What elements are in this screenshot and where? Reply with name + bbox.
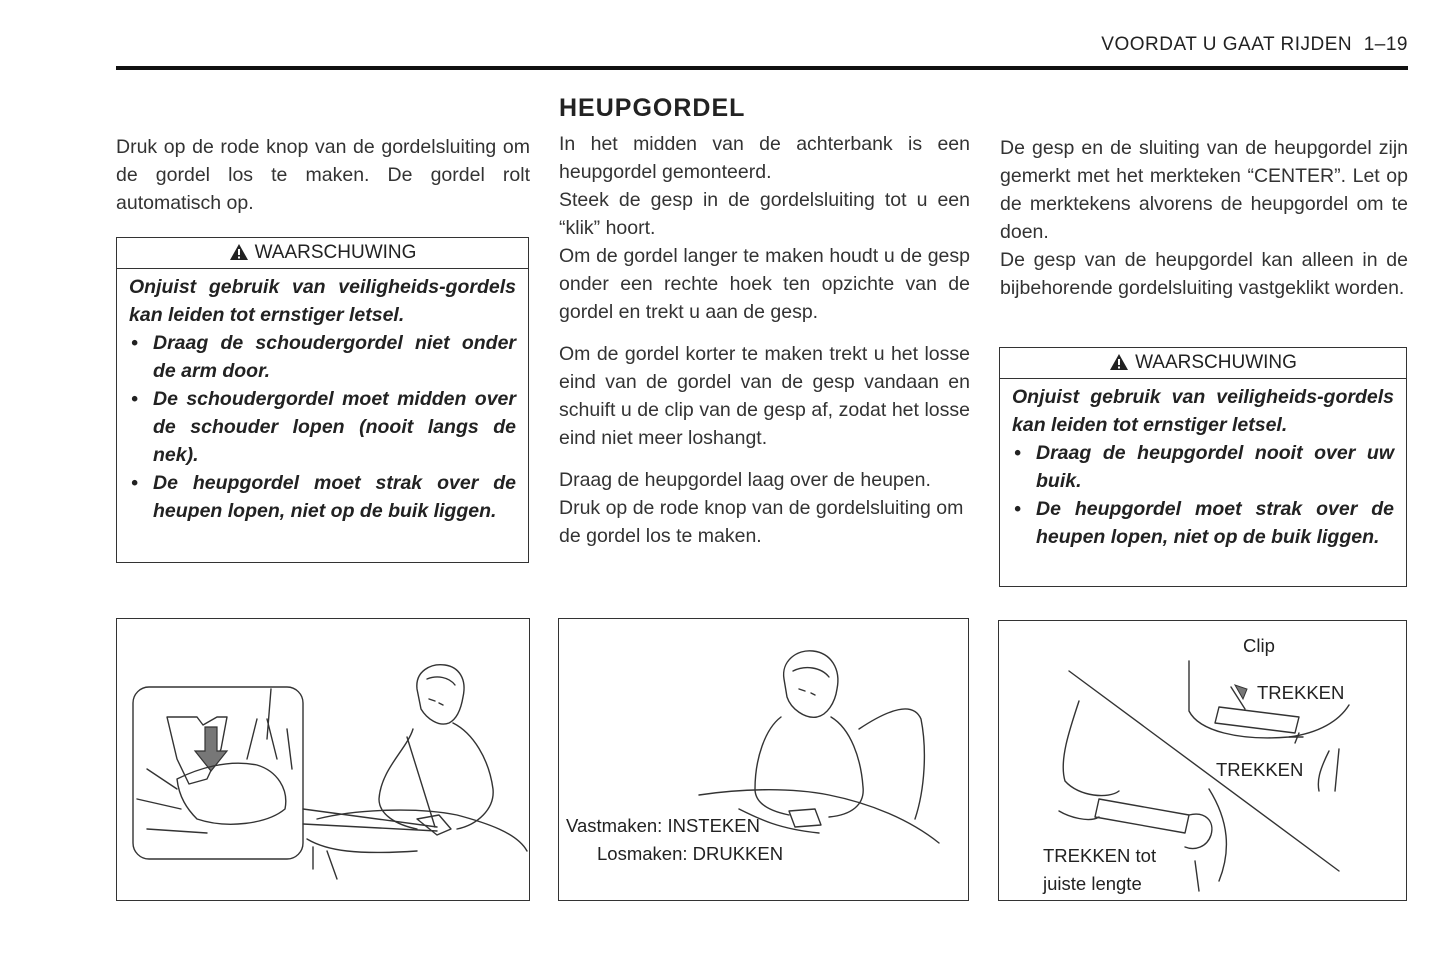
warning-title: WAARSCHUWING xyxy=(1135,352,1297,373)
warning-triangle-icon xyxy=(229,243,249,261)
running-header xyxy=(1020,34,1408,56)
warning-item: • De heupgordel moet strak over de heupen lopen, niet op de buik liggen. xyxy=(129,469,516,525)
paragraph: Steek de gesp in de gordelsluiting tot u een “klik” hoort. xyxy=(559,189,970,239)
paragraph: De gesp en de sluiting van de heupgordel zijn gemerkt met het merkteken “CENTER”. Let op de merktekens alvorens de heupgordel om te doen. xyxy=(1000,137,1408,243)
column2-text xyxy=(559,130,970,550)
warning-box-1 xyxy=(116,237,529,563)
section-title: HEUPGORDEL xyxy=(559,94,746,122)
warning-box-2 xyxy=(999,347,1407,587)
warning-item: • Draag de schoudergordel niet onder de arm door. xyxy=(129,329,516,385)
release-label: Losmaken: DRUKKEN xyxy=(597,843,784,864)
warning-triangle-icon xyxy=(1109,353,1129,371)
paragraph: De gesp van de heupgordel kan alleen in de bijbehorende gordelsluiting vastgeklikt worden. xyxy=(1000,249,1408,299)
fasten-label: Vastmaken: INSTEKEN xyxy=(566,815,760,836)
warning-header xyxy=(1000,348,1406,379)
paragraph: Om de gordel korter te maken trekt u het losse eind van de gordel van de gesp vandaan en schuift u de clip van de gesp af, zodat het losse eind niet meer loshangt. xyxy=(559,343,970,449)
warning-list xyxy=(1012,439,1394,551)
warning-item: • Draag de heupgordel nooit over uw buik. xyxy=(1012,439,1394,495)
warning-item: • De schoudergordel moet midden over de schouder lopen (nooit langs de nek). xyxy=(129,385,516,469)
paragraph: In het midden van de achterbank is een heupgordel gemonteerd. xyxy=(559,133,970,183)
pull-label-3b: juiste lengte xyxy=(1043,873,1142,894)
pull-label-1: TREKKEN xyxy=(1257,682,1345,703)
illustration-release-buckle xyxy=(117,619,528,899)
warning-lead: Onjuist gebruik van veiligheids-gordels kan leiden tot ernstiger letsel. xyxy=(129,276,516,326)
figure-release-buckle xyxy=(116,618,530,901)
header-section: VOORDAT U GAAT RIJDEN xyxy=(1101,34,1353,55)
warning-lead: Onjuist gebruik van veiligheids-gordels kan leiden tot ernstiger letsel. xyxy=(1012,386,1394,436)
column1-paragraph: Druk op de rode knop van de gordelsluiting om de gordel los te maken. De gordel rolt automatisch op. xyxy=(116,136,530,214)
page-number: 1–19 xyxy=(1363,34,1408,55)
clip-label: Clip xyxy=(1243,635,1275,656)
paragraph: Om de gordel langer te maken houdt u de gesp onder een rechte hoek ten opzichte van de gordel en trekt u aan de gesp. xyxy=(559,245,970,323)
pull-label-3a: TREKKEN tot xyxy=(1043,845,1157,866)
warning-header xyxy=(117,238,528,269)
header-rule xyxy=(116,66,1408,70)
warning-item: • De heupgordel moet strak over de heupen lopen, niet op de buik liggen. xyxy=(1012,495,1394,551)
warning-list xyxy=(129,329,516,525)
warning-title: WAARSCHUWING xyxy=(254,242,417,263)
figure-fasten-lap-belt xyxy=(558,618,969,901)
figure-adjust-length xyxy=(998,620,1407,901)
warning-body xyxy=(1000,379,1406,551)
warning-body xyxy=(117,269,528,525)
pull-label-2: TREKKEN xyxy=(1216,759,1304,780)
paragraph: Draag de heupgordel laag over de heupen. Druk op de rode knop van de gordelsluiting om de gordel los te maken. xyxy=(559,469,964,547)
column3-text xyxy=(1000,134,1408,302)
